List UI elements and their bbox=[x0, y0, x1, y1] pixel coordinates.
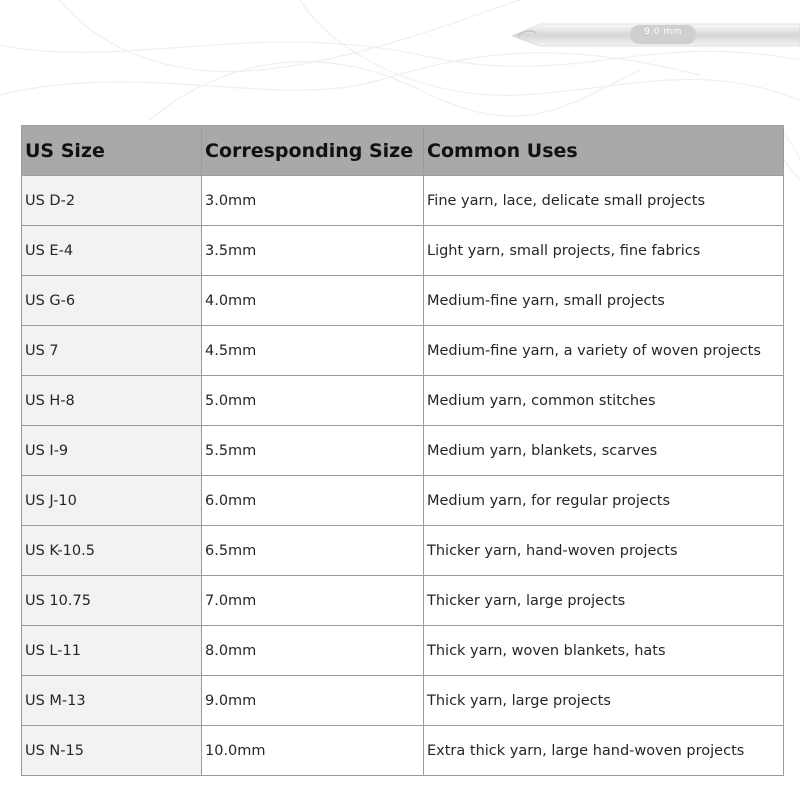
cell-corresponding-size: 8.0mm bbox=[202, 626, 424, 676]
cell-common-uses: Light yarn, small projects, fine fabrics bbox=[424, 226, 784, 276]
table-row bbox=[22, 626, 784, 676]
cell-common-uses: Medium yarn, common stitches bbox=[424, 376, 784, 426]
cell-common-uses: Thick yarn, large projects bbox=[424, 676, 784, 726]
column-header-common-uses: Common Uses bbox=[424, 126, 784, 176]
cell-us-size: US 10.75 bbox=[22, 576, 202, 626]
cell-corresponding-size: 7.0mm bbox=[202, 576, 424, 626]
cell-corresponding-size: 6.5mm bbox=[202, 526, 424, 576]
cell-common-uses: Thick yarn, woven blankets, hats bbox=[424, 626, 784, 676]
cell-us-size: US G-6 bbox=[22, 276, 202, 326]
table-row bbox=[22, 476, 784, 526]
cell-common-uses: Fine yarn, lace, delicate small projects bbox=[424, 176, 784, 226]
table-header-row bbox=[22, 126, 784, 176]
table-row bbox=[22, 526, 784, 576]
table-row bbox=[22, 426, 784, 476]
cell-corresponding-size: 10.0mm bbox=[202, 726, 424, 776]
cell-corresponding-size: 3.0mm bbox=[202, 176, 424, 226]
cell-us-size: US D-2 bbox=[22, 176, 202, 226]
table-row bbox=[22, 276, 784, 326]
cell-corresponding-size: 5.0mm bbox=[202, 376, 424, 426]
table-row bbox=[22, 226, 784, 276]
cell-us-size: US N-15 bbox=[22, 726, 202, 776]
cell-us-size: US E-4 bbox=[22, 226, 202, 276]
cell-common-uses: Medium yarn, blankets, scarves bbox=[424, 426, 784, 476]
table-row bbox=[22, 676, 784, 726]
cell-corresponding-size: 3.5mm bbox=[202, 226, 424, 276]
cell-corresponding-size: 4.0mm bbox=[202, 276, 424, 326]
table-row bbox=[22, 726, 784, 776]
cell-common-uses: Medium-fine yarn, a variety of woven projects bbox=[424, 326, 784, 376]
hook-size-label: 9.0 mm bbox=[644, 27, 682, 37]
cell-us-size: US M-13 bbox=[22, 676, 202, 726]
cell-common-uses: Thicker yarn, large projects bbox=[424, 576, 784, 626]
cell-common-uses: Extra thick yarn, large hand-woven projects bbox=[424, 726, 784, 776]
cell-common-uses: Medium yarn, for regular projects bbox=[424, 476, 784, 526]
cell-us-size: US I-9 bbox=[22, 426, 202, 476]
cell-corresponding-size: 9.0mm bbox=[202, 676, 424, 726]
cell-us-size: US 7 bbox=[22, 326, 202, 376]
cell-corresponding-size: 5.5mm bbox=[202, 426, 424, 476]
cell-common-uses: Medium-fine yarn, small projects bbox=[424, 276, 784, 326]
crochet-hook-size-table bbox=[21, 125, 784, 776]
cell-us-size: US K-10.5 bbox=[22, 526, 202, 576]
table-row bbox=[22, 576, 784, 626]
cell-corresponding-size: 4.5mm bbox=[202, 326, 424, 376]
cell-corresponding-size: 6.0mm bbox=[202, 476, 424, 526]
table-row bbox=[22, 326, 784, 376]
cell-us-size: US J-10 bbox=[22, 476, 202, 526]
table-row bbox=[22, 176, 784, 226]
table-row bbox=[22, 376, 784, 426]
cell-common-uses: Thicker yarn, hand-woven projects bbox=[424, 526, 784, 576]
column-header-us-size: US Size bbox=[22, 126, 202, 176]
cell-us-size: US L-11 bbox=[22, 626, 202, 676]
column-header-corresponding-size: Corresponding Size bbox=[202, 126, 424, 176]
cell-us-size: US H-8 bbox=[22, 376, 202, 426]
